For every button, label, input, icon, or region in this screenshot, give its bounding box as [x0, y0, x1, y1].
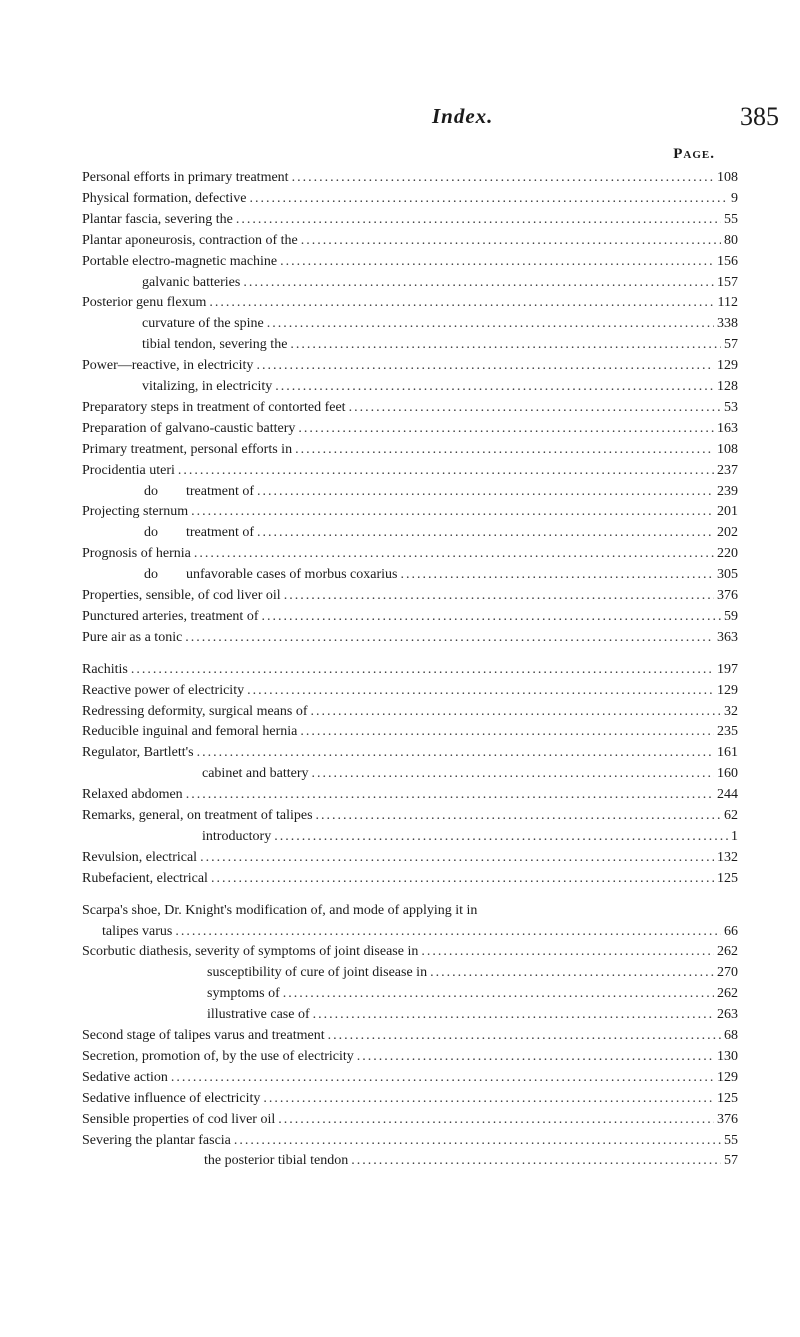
- dot-leader: [131, 660, 714, 680]
- dot-leader: [400, 565, 714, 585]
- entry-page: 108: [717, 441, 738, 457]
- entry-label: tibial tendon, severing the: [142, 337, 288, 353]
- index-entry: [82, 1068, 738, 1088]
- entry-page: 59: [724, 608, 738, 624]
- entry-page: 201: [717, 504, 738, 520]
- index-entry: [82, 419, 738, 439]
- entry-page: 125: [717, 1090, 738, 1106]
- entry-label: Secretion, promotion of, by the use of electricity: [82, 1048, 354, 1064]
- entry-label: Rachitis: [82, 661, 128, 677]
- index-entry: [82, 806, 738, 826]
- entry-label: Reactive power of electricity: [82, 682, 245, 698]
- dot-leader: [247, 681, 714, 701]
- index-entry: [82, 544, 738, 564]
- dot-leader: [301, 231, 721, 251]
- entry-label: Second stage of talipes varus and treatment: [82, 1028, 325, 1043]
- entry-label: talipes varus: [102, 923, 173, 939]
- index-entry: [144, 482, 738, 502]
- entry-label: vitalizing, in electricity: [142, 379, 273, 394]
- index-entry: [102, 922, 738, 942]
- dot-leader: [311, 702, 721, 722]
- entry-page: 160: [717, 766, 738, 782]
- entry-label: Punctured arteries, treatment of: [82, 608, 259, 624]
- entry-label: Projecting sternum: [82, 504, 189, 520]
- dot-leader: [249, 189, 728, 209]
- entry-page: 338: [717, 316, 738, 332]
- dot-leader: [316, 806, 721, 826]
- index-entry: [82, 398, 738, 418]
- entry-page: 305: [717, 567, 738, 583]
- dot-leader: [209, 293, 714, 313]
- entry-page: 239: [717, 483, 738, 499]
- index-entry: [82, 628, 738, 648]
- entry-page: 157: [717, 274, 738, 290]
- dot-leader: [295, 440, 714, 460]
- index-entry: [82, 293, 738, 313]
- dot-leader: [312, 764, 714, 784]
- entry-label: Reducible inguinal and femoral hernia: [82, 724, 298, 740]
- index-entry: [82, 440, 738, 460]
- entry-page: 244: [717, 787, 738, 803]
- dot-leader: [171, 1068, 714, 1088]
- index-entry: [82, 848, 738, 868]
- index-entry: [82, 502, 738, 522]
- entry-label: Plantar fascia, severing the: [82, 211, 233, 227]
- dot-leader: [175, 922, 721, 942]
- index-entry: [82, 901, 738, 921]
- dot-leader: [178, 461, 714, 481]
- index-entry: [82, 1131, 738, 1151]
- index-entry: [204, 1151, 738, 1171]
- entry-page: 129: [717, 358, 738, 374]
- index-entry: [207, 1005, 738, 1025]
- entry-page: 112: [717, 295, 738, 311]
- entry-page: 53: [724, 399, 738, 415]
- entry-label: symptoms of: [207, 986, 280, 1002]
- running-header: [0, 104, 800, 140]
- entry-page: 132: [717, 849, 738, 865]
- entry-label: Portable electro-magnetic machine: [82, 253, 278, 269]
- index-entry: [202, 764, 738, 784]
- entry-label: Scarpa's shoe, Dr. Knight's modification of, and mode of applying it in: [82, 902, 478, 918]
- index-entry: [82, 1047, 738, 1067]
- dot-leader: [211, 869, 714, 889]
- entry-page: 80: [724, 232, 738, 248]
- page-column-label: Page.: [673, 146, 715, 162]
- index-entry: [82, 743, 738, 763]
- entry-label: Preparation of galvano-caustic battery: [82, 420, 296, 436]
- entry-label: Plantar aponeurosis, contraction of the: [82, 232, 298, 248]
- entry-label: Severing the plantar fascia: [82, 1132, 231, 1148]
- entry-label: Revulsion, electrical: [82, 849, 198, 865]
- entry-label: cabinet and battery: [202, 766, 309, 782]
- page-title: Index.: [432, 104, 494, 128]
- index-entry: [82, 168, 738, 188]
- index-entry: [82, 461, 738, 481]
- dot-leader: [236, 210, 721, 230]
- entry-page: 262: [717, 986, 738, 1002]
- index-entry: [202, 827, 738, 847]
- entry-label: do treatment of: [144, 525, 255, 541]
- dot-leader: [275, 377, 714, 397]
- entry-page: 235: [717, 724, 738, 740]
- entry-page: 220: [717, 546, 738, 562]
- entry-label: do treatment of: [144, 483, 255, 499]
- dot-leader: [290, 335, 721, 355]
- entry-page: 163: [717, 420, 738, 436]
- dot-leader: [357, 1047, 714, 1067]
- page-number: 385: [740, 102, 779, 131]
- entry-page: 57: [724, 1153, 738, 1169]
- entry-page: 263: [717, 1007, 738, 1023]
- index-entry: [142, 377, 738, 397]
- dot-leader: [292, 168, 714, 188]
- dot-leader: [278, 1110, 714, 1130]
- index-entry: [144, 565, 738, 585]
- index-entry: [82, 1110, 738, 1130]
- entry-label: Posterior genu flexum: [82, 295, 207, 311]
- entry-page: 66: [724, 923, 738, 939]
- entry-page: 262: [717, 944, 738, 960]
- entry-label: Properties, sensible, of cod liver oil: [82, 588, 281, 603]
- dot-leader: [298, 419, 714, 439]
- index-entry: [142, 314, 738, 334]
- dot-leader: [283, 984, 714, 1004]
- entry-label: do unfavorable cases of morbus coxarius: [144, 567, 398, 583]
- index-entry: [82, 210, 738, 230]
- entry-page: 62: [724, 808, 738, 823]
- entry-page: 363: [717, 629, 738, 645]
- index-entry: [82, 356, 738, 376]
- dot-leader: [280, 252, 714, 272]
- dot-leader: [197, 743, 714, 763]
- index-entry: [82, 607, 738, 627]
- entry-label: Prognosis of hernia: [82, 546, 191, 562]
- index-entry: [82, 785, 738, 805]
- dot-leader: [313, 1005, 714, 1025]
- entry-page: 130: [717, 1048, 738, 1064]
- dot-leader: [300, 722, 714, 742]
- dot-leader: [261, 607, 721, 627]
- index-entry: [82, 252, 738, 272]
- entry-label: Regulator, Bartlett's: [82, 745, 194, 761]
- entry-page: 129: [717, 1069, 738, 1085]
- entry-page: 108: [717, 170, 738, 185]
- dot-leader: [194, 544, 714, 564]
- entry-page: 32: [724, 703, 738, 719]
- entry-label: Physical formation, defective: [82, 190, 247, 206]
- entry-page: 376: [717, 1111, 738, 1127]
- entry-page: 57: [724, 337, 738, 353]
- dot-leader: [200, 848, 714, 868]
- dot-leader: [263, 1089, 714, 1109]
- index-entry: [82, 681, 738, 701]
- dot-leader: [267, 314, 714, 334]
- entry-label: Power—reactive, in electricity: [82, 358, 254, 374]
- entry-label: Sensible properties of cod liver oil: [82, 1111, 276, 1127]
- dot-leader: [185, 628, 714, 648]
- entry-label: Primary treatment, personal efforts in: [82, 441, 293, 457]
- dot-leader: [257, 523, 714, 543]
- entry-page: 197: [717, 661, 738, 677]
- dot-leader: [430, 963, 714, 983]
- index-entry: [82, 231, 738, 251]
- entry-page: 128: [717, 379, 738, 394]
- entry-label: Relaxed abdomen: [82, 787, 183, 803]
- entry-label: introductory: [202, 828, 272, 844]
- dot-leader: [257, 482, 714, 502]
- entry-label: curvature of the spine: [142, 316, 264, 332]
- entry-label: illustrative case of: [207, 1007, 310, 1023]
- index-entry: [144, 523, 738, 543]
- index-entry: [82, 1026, 738, 1046]
- index-entry: [82, 660, 738, 680]
- entry-label: Personal efforts in primary treatment: [82, 170, 289, 185]
- dot-leader: [284, 586, 714, 606]
- index-entry: [207, 963, 738, 983]
- entry-label: Rubefacient, electrical: [82, 870, 208, 886]
- index-entry: [82, 702, 738, 722]
- entry-label: Sedative influence of electricity: [82, 1090, 261, 1106]
- index-entry: [142, 335, 738, 355]
- dot-leader: [349, 398, 721, 418]
- entry-label: Preparatory steps in treatment of contorted feet: [82, 399, 346, 415]
- entry-label: Procidentia uteri: [82, 462, 175, 478]
- entry-page: 270: [717, 965, 738, 981]
- entry-label: Sedative action: [82, 1069, 168, 1085]
- entry-label: Redressing deformity, surgical means of: [82, 703, 308, 719]
- index-entry: [82, 942, 738, 962]
- entry-page: 129: [717, 682, 738, 698]
- entry-page: 237: [717, 462, 738, 478]
- dot-leader: [421, 942, 714, 962]
- index-entry: [82, 189, 738, 209]
- entry-label: Scorbutic diathesis, severity of symptoms of joint disease in: [82, 944, 419, 960]
- entry-page: 55: [724, 1132, 738, 1148]
- entry-label: Remarks, general, on treatment of talipes: [82, 808, 313, 823]
- dot-leader: [256, 356, 714, 376]
- entry-page: 376: [717, 588, 738, 603]
- entry-page: 202: [717, 525, 738, 541]
- index-entry: [142, 273, 738, 293]
- entry-page: 55: [724, 211, 738, 227]
- index-entry: [82, 722, 738, 742]
- index-entry: [207, 984, 738, 1004]
- dot-leader: [243, 273, 714, 293]
- dot-leader: [234, 1131, 721, 1151]
- entry-label: galvanic batteries: [142, 274, 241, 290]
- dot-leader: [186, 785, 714, 805]
- dot-leader: [351, 1151, 721, 1171]
- index-entry: [82, 586, 738, 606]
- entry-page: 9: [731, 190, 738, 206]
- dot-leader: [274, 827, 728, 847]
- entry-label: the posterior tibial tendon: [204, 1153, 349, 1169]
- entry-page: 156: [717, 253, 738, 269]
- entry-page: 68: [724, 1028, 738, 1043]
- dot-leader: [191, 502, 714, 522]
- entry-page: 125: [717, 870, 738, 886]
- entry-label: susceptibility of cure of joint disease in: [207, 965, 428, 981]
- index-entry: [82, 1089, 738, 1109]
- index-entry: [82, 869, 738, 889]
- entry-page: 1: [731, 828, 738, 844]
- entry-page: 161: [717, 745, 738, 761]
- entry-label: Pure air as a tonic: [82, 629, 183, 645]
- dot-leader: [328, 1026, 721, 1046]
